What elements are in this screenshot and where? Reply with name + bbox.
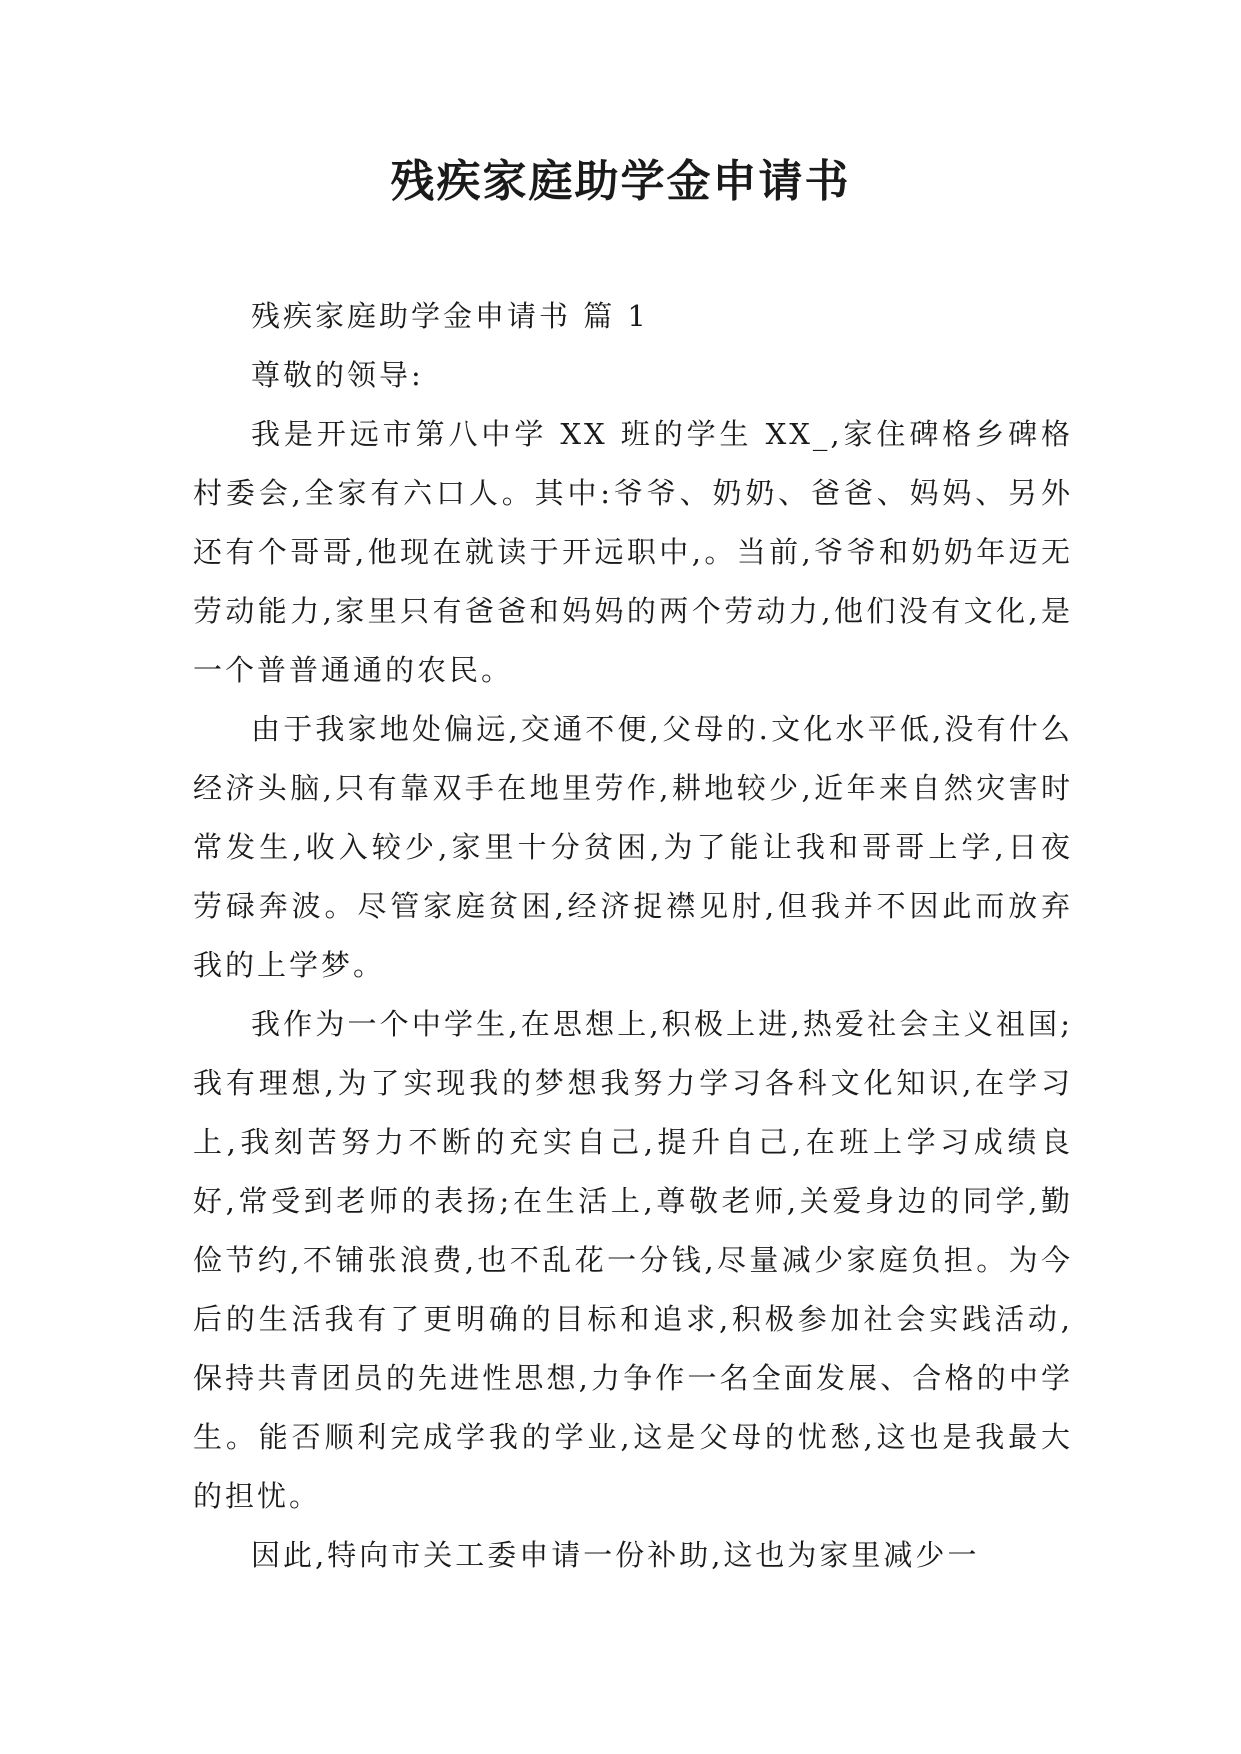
document-title: 残疾家庭助学金申请书 (390, 156, 851, 207)
paragraph: 我作为一个中学生,在思想上,积极上进,热爱社会主义祖国;我有理想,为了实现我的梦想我努力学习各科文化知识,在学习上,我刻苦努力不断的充实自己,提升自己,在班上学习成绩良好,常受到老师的表扬;在生活上,尊敬老师,关爱身边的同学,勤俭节约,不铺张浪费,也不乱花一分钱,尽量减少家庭负担。为今后的生活我有了更明确的目标和追求,积极参加社会实践活动,保持共青团员的先进性思想,力争作一名全面发展、合格的中学生。能否顺利完成学我的学业,这是父母的忧愁,这也是我最大的担忧。 (193, 1007, 1073, 1513)
paragraph: 由于我家地处偏远,交通不便,父母的.文化水平低,没有什么经济头脑,只有靠双手在地里劳作,耕地较少,近年来自然灾害时常发生,收入较少,家里十分贫困,为了能让我和哥哥上学,日夜劳碌奔波。尽管家庭贫困,经济捉襟见肘,但我并不因此而放弃我的上学梦。 (193, 712, 1073, 982)
paragraph: 我是开远市第八中学 XX 班的学生 XX_,家住碑格乡碑格村委会,全家有六口人。其中:爷爷、奶奶、爸爸、妈妈、另外还有个哥哥,他现在就读于开远职中,。当前,爷爷和奶奶年迈无劳动能力,家里只有爸爸和妈妈的两个劳动力,他们没有文化,是一个普普通通的农民。 (193, 417, 1073, 687)
salutation: 尊敬的领导: (251, 358, 424, 392)
paragraph: 因此,特向市关工委申请一份补助,这也为家里减少一 (251, 1538, 980, 1572)
document-body (193, 287, 1073, 1585)
section-heading: 残疾家庭助学金申请书 篇 1 (251, 299, 649, 333)
